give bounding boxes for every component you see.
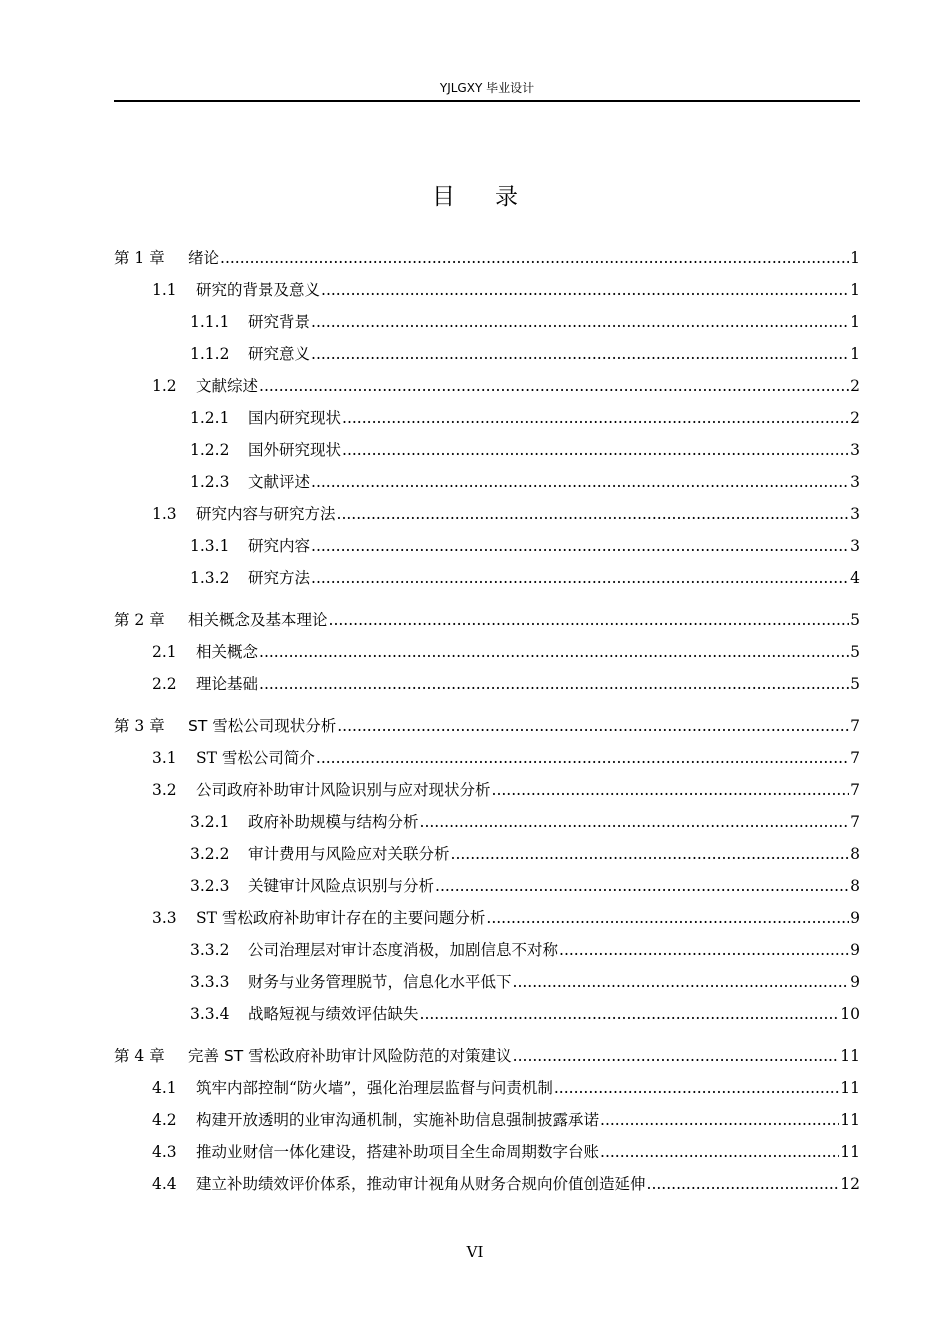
toc-leader: [220, 247, 849, 269]
toc-entry-number: 4.4: [152, 1175, 177, 1193]
toc-entry[interactable]: [114, 1045, 860, 1067]
toc-entry-page: 3: [850, 537, 860, 555]
toc-leader: [513, 971, 850, 993]
toc-entry-number: 1.3: [152, 505, 177, 523]
toc-entry-title: 相关概念: [196, 643, 259, 661]
toc-entry-number: 1.3.1: [190, 537, 230, 555]
toc-entry[interactable]: [114, 535, 860, 557]
toc-entry[interactable]: [114, 875, 860, 897]
toc-entry[interactable]: [114, 609, 860, 631]
toc-leader: [451, 843, 850, 865]
toc-entry-number: 4.1: [152, 1079, 177, 1097]
toc-entry-number: 第 4 章: [114, 1047, 165, 1065]
toc-entry-title: 构建开放透明的业审沟通机制，实施补助信息强制披露承诺: [196, 1111, 600, 1129]
toc-leader: [600, 1109, 839, 1131]
toc-leader: [337, 715, 849, 737]
toc-entry[interactable]: [114, 971, 860, 993]
toc-entry-page: 11: [840, 1111, 860, 1129]
toc-entry-title: 研究的背景及意义: [196, 281, 321, 299]
toc-entry-title: 关键审计风险点识别与分析: [248, 877, 435, 895]
toc-entry[interactable]: [114, 1077, 860, 1099]
toc-entry-number: 2.1: [152, 643, 177, 661]
toc-entry-page: 12: [840, 1175, 860, 1193]
toc-leader: [259, 673, 849, 695]
toc-entry-title: 文献评述: [248, 473, 311, 491]
toc-entry-page: 5: [850, 611, 860, 629]
toc-entry[interactable]: [114, 439, 860, 461]
toc-entry-page: 7: [850, 781, 860, 799]
toc-leader: [513, 1045, 840, 1067]
toc-entry-number: 1.1: [152, 281, 177, 299]
toc-entry[interactable]: [114, 375, 860, 397]
toc-entry-title: ST 雪松公司现状分析: [188, 717, 337, 735]
toc-title: 目录: [432, 184, 558, 210]
toc-leader: [342, 439, 849, 461]
toc-entry-title: 相关概念及基本理论: [188, 611, 328, 629]
toc-entry-title: 国内研究现状: [248, 409, 342, 427]
toc-entry[interactable]: [114, 407, 860, 429]
toc-entry-title: 研究意义: [248, 345, 311, 363]
toc-leader: [316, 747, 849, 769]
toc-entry-number: 1.2.1: [190, 409, 230, 427]
toc-entry-number: 3.2: [152, 781, 177, 799]
toc-entry-page: 11: [840, 1079, 860, 1097]
toc-leader: [337, 503, 850, 525]
toc-entry-page: 7: [850, 717, 860, 735]
toc-entry-page: 3: [850, 473, 860, 491]
toc-entry[interactable]: [114, 1109, 860, 1131]
toc-leader: [420, 811, 850, 833]
toc-entry-page: 5: [850, 643, 860, 661]
toc-entry-title: 完善 ST 雪松政府补助审计风险防范的对策建议: [188, 1047, 512, 1065]
toc-entry-page: 7: [850, 813, 860, 831]
toc-leader: [259, 375, 849, 397]
toc-leader: [311, 567, 849, 589]
toc-entry[interactable]: [114, 1141, 860, 1163]
toc-entry-page: 11: [840, 1047, 860, 1065]
toc-entry-title: 文献综述: [196, 377, 259, 395]
toc-entry[interactable]: [114, 907, 860, 929]
toc-entry-number: 1.1.1: [190, 313, 230, 331]
toc-entry-title: 公司治理层对审计态度消极，加剧信息不对称: [248, 941, 559, 959]
toc-entry[interactable]: [114, 471, 860, 493]
toc-entry-page: 9: [850, 909, 860, 927]
toc-leader: [435, 875, 849, 897]
toc-entry-title: 推动业财信一体化建设，搭建补助项目全生命周期数字台账: [196, 1143, 600, 1161]
toc-entry[interactable]: [114, 279, 860, 301]
toc-entry-title: 政府补助规模与结构分析: [248, 813, 419, 831]
toc-entry[interactable]: [114, 311, 860, 333]
page-header: YJLGXY 毕业设计: [439, 81, 535, 95]
toc-entry[interactable]: [114, 247, 860, 269]
toc-leader: [342, 407, 849, 429]
toc-entry-number: 3.2.1: [190, 813, 230, 831]
toc-entry[interactable]: [114, 747, 860, 769]
toc-entry-number: 3.2.3: [190, 877, 230, 895]
toc-leader: [321, 279, 849, 301]
toc-entry-title: 研究内容: [248, 537, 311, 555]
toc-entry[interactable]: [114, 715, 860, 737]
toc-leader: [311, 535, 849, 557]
toc-entry-page: 7: [850, 749, 860, 767]
toc-entry-number: 3.3: [152, 909, 177, 927]
toc-entry[interactable]: [114, 779, 860, 801]
toc-entry-title: 战略短视与绩效评估缺失: [248, 1005, 419, 1023]
header-rule: [114, 100, 860, 102]
toc-leader: [647, 1173, 840, 1195]
toc-entry-page: 2: [850, 377, 860, 395]
toc-entry-title: 建立补助绩效评价体系，推动审计视角从财务合规向价值创造延伸: [196, 1175, 646, 1193]
toc-entry-number: 1.3.2: [190, 569, 230, 587]
toc-leader: [492, 779, 850, 801]
toc-entry-number: 第 2 章: [114, 611, 165, 629]
toc-entry[interactable]: [114, 503, 860, 525]
toc-entry[interactable]: [114, 567, 860, 589]
toc-entry-page: 11: [840, 1143, 860, 1161]
toc-entry-number: 1.1.2: [190, 345, 230, 363]
toc-entry-number: 4.3: [152, 1143, 177, 1161]
toc-entry[interactable]: [114, 1003, 860, 1025]
toc-entry-page: 8: [850, 877, 860, 895]
toc-entry-number: 1.2: [152, 377, 177, 395]
toc-entry-number: 3.3.3: [190, 973, 230, 991]
toc-entry[interactable]: [114, 939, 860, 961]
toc-entry-title: 财务与业务管理脱节，信息化水平低下: [248, 973, 512, 991]
toc-entry-page: 9: [850, 973, 860, 991]
toc-entry-page: 8: [850, 845, 860, 863]
toc-entry-page: 5: [850, 675, 860, 693]
toc-entry-number: 1.2.2: [190, 441, 230, 459]
toc-entry[interactable]: [114, 673, 860, 695]
toc-entry-page: 3: [850, 441, 860, 459]
toc-leader: [486, 907, 849, 929]
toc-leader: [559, 939, 849, 961]
toc-leader: [311, 311, 849, 333]
toc-entry-page: 1: [850, 345, 860, 363]
toc-entry-page: 1: [850, 313, 860, 331]
toc-entry-number: 4.2: [152, 1111, 177, 1129]
toc-leader: [311, 471, 849, 493]
toc-leader: [420, 1003, 840, 1025]
toc-entry-title: 绪论: [188, 249, 220, 267]
toc-entry-title: 公司政府补助审计风险识别与应对现状分析: [196, 781, 491, 799]
toc-entry-number: 1.2.3: [190, 473, 230, 491]
toc-entry-title: 研究内容与研究方法: [196, 505, 336, 523]
toc-leader: [311, 343, 849, 365]
toc-entry-page: 1: [850, 281, 860, 299]
toc-entry[interactable]: [114, 811, 860, 833]
toc-leader: [554, 1077, 839, 1099]
toc-entry-number: 第 1 章: [114, 249, 165, 267]
toc-leader: [600, 1141, 839, 1163]
toc-entry-number: 第 3 章: [114, 717, 165, 735]
toc-entry-title: ST 雪松公司简介: [196, 749, 315, 767]
toc-entry-page: 9: [850, 941, 860, 959]
toc-entry[interactable]: [114, 843, 860, 865]
toc-entry-page: 3: [850, 505, 860, 523]
toc-entry-page: 2: [850, 409, 860, 427]
toc-leader: [259, 641, 849, 663]
toc-entry-page: 4: [850, 569, 860, 587]
toc-entry-page: 10: [840, 1005, 860, 1023]
toc-entry-title: 理论基础: [196, 675, 259, 693]
toc-entry-title: 国外研究现状: [248, 441, 342, 459]
toc-entry[interactable]: [114, 641, 860, 663]
page-number: VI: [466, 1243, 484, 1261]
toc-leader: [329, 609, 850, 631]
toc-entry-page: 1: [850, 249, 860, 267]
toc-entry-number: 3.2.2: [190, 845, 230, 863]
toc-entry-title: 审计费用与风险应对关联分析: [248, 845, 450, 863]
toc-entry-number: 3.3.4: [190, 1005, 230, 1023]
toc-entry-number: 3.1: [152, 749, 177, 767]
toc-entry-title: 研究方法: [248, 569, 311, 587]
toc-entry-title: 筑牢内部控制“防火墙”，强化治理层监督与问责机制: [196, 1079, 553, 1097]
toc-entry-title: 研究背景: [248, 313, 311, 331]
toc-entry-number: 3.3.2: [190, 941, 230, 959]
toc-entry[interactable]: [114, 343, 860, 365]
toc-entry-title: ST 雪松政府补助审计存在的主要问题分析: [196, 909, 486, 927]
toc-entry[interactable]: [114, 1173, 860, 1195]
toc-entry-number: 2.2: [152, 675, 177, 693]
